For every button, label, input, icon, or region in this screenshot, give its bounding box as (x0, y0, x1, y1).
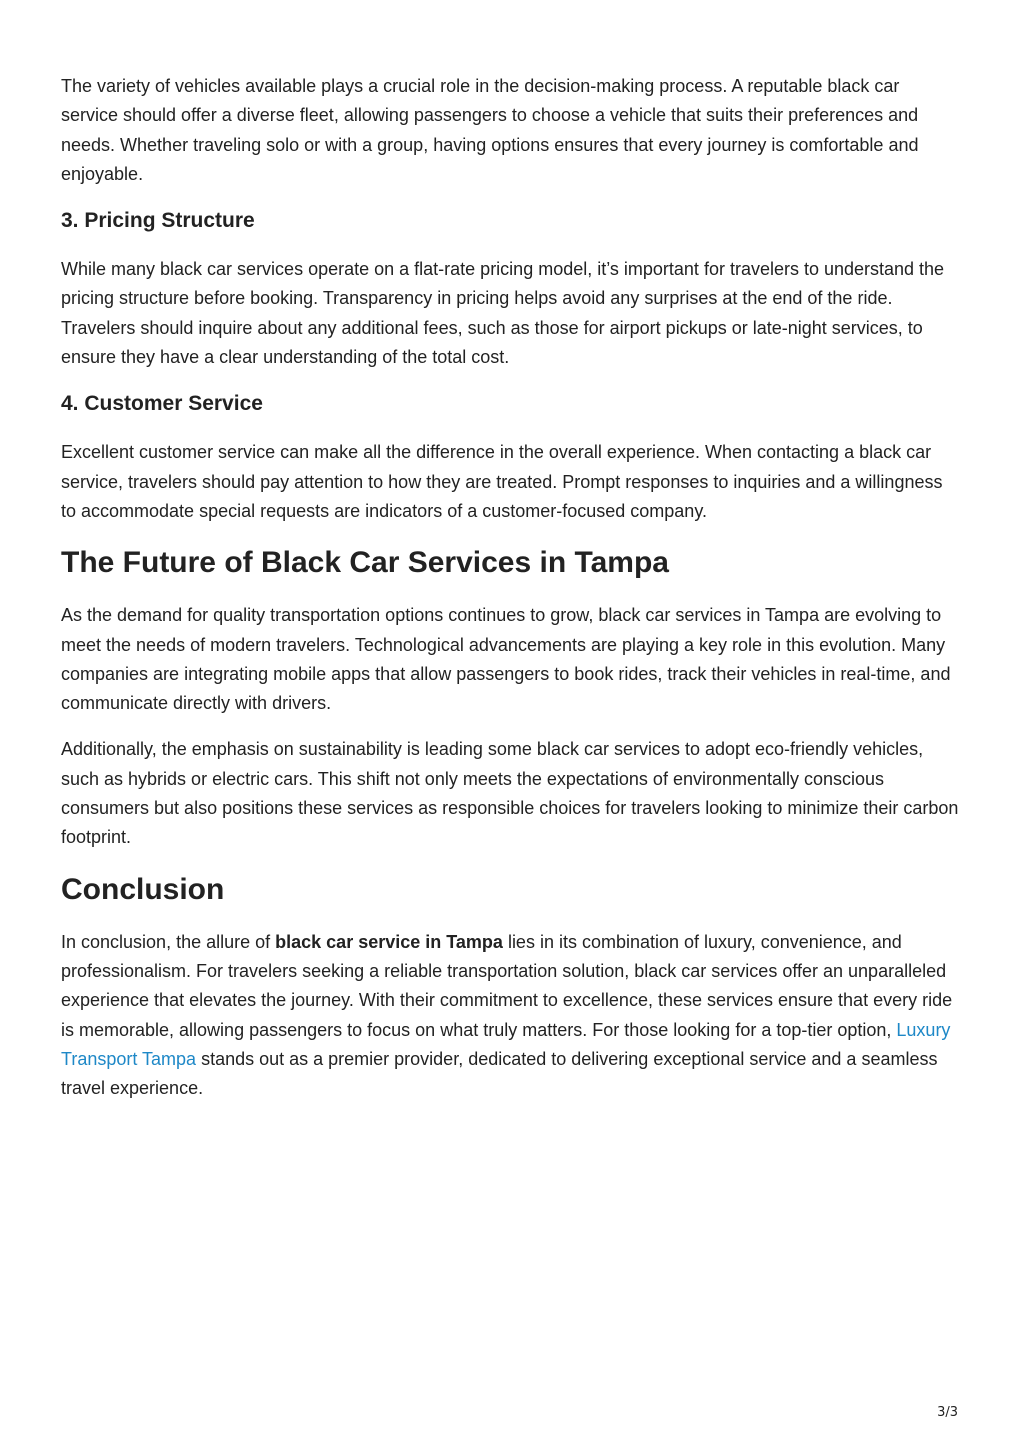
conclusion-text-end: stands out as a premier provider, dedicated to delivering exceptional service and a seamless travel experience. (61, 1048, 938, 1099)
conclusion-text-start: In conclusion, the allure of (61, 931, 276, 952)
paragraph-future-1: As the demand for quality transportation options continues to grow, black car services in Tampa are evolving to meet the needs of modern travelers. Technological advancements are playing a key role in this evolution. Many companies are integrating mobile apps that allow passengers to book rides, track their vehicles in real-time, and communicate directly with drivers. (61, 605, 951, 714)
conclusion-text-middle: lies in its combination of luxury, convenience, and professionalism. For travelers seeking a reliable transportation solution, black car services offer an unparalleled experience that elevates the journey. With their commitment to excellence, these services ensure that every ride is memorable, allowing passengers to focus on what truly matters. For those looking for a top-tier option, (61, 931, 953, 1040)
intro-paragraph: The variety of vehicles available plays a crucial role in the decision-making process. A reputable black car service should offer a diverse fleet, allowing passengers to choose a vehicle that suits their preferences and needs. Whether traveling solo or with a group, having options ensures that every journey is comfortable and enjoyable. (61, 76, 919, 184)
paragraph-customer-service: Excellent customer service can make all the difference in the overall experience. When contacting a black car service, travelers should pay attention to how they are treated. Prompt responses to inquiries and a willingness to accommodate special requests are indicators of a customer-focused company. (61, 442, 943, 521)
heading-customer-service: 4. Customer Service (61, 392, 263, 416)
luxury-transport-tampa-link[interactable]: Luxury Transport Tampa (61, 1019, 951, 1069)
section-pricing-structure (61, 206, 961, 372)
paragraph-pricing-structure: While many black car services operate on a flat-rate pricing model, it’s important for travelers to understand the pricing structure before booking. Transparency in pricing helps avoid any surprises at the end of the ride. Travelers should inquire about any additional fees, such as those for airport pickups or late-night services, to ensure they have a clear understanding of the total cost. (61, 259, 945, 368)
page-number: 3/3 (937, 1405, 958, 1420)
paragraph-future-2: Additionally, the emphasis on sustainability is leading some black car services to adopt eco-friendly vehicles, such as hybrids or electric cars. This shift not only meets the expectations of environmentally conscious consumers but also positions these services as responsible choices for travelers looking to minimize their carbon footprint. (61, 739, 959, 848)
conclusion-bold-keyword: black car service in Tampa (275, 931, 503, 952)
heading-pricing-structure: 3. Pricing Structure (61, 209, 255, 233)
paragraph-conclusion (61, 928, 961, 1104)
section-future (61, 543, 961, 852)
heading-conclusion: Conclusion (61, 872, 225, 906)
section-conclusion (61, 870, 961, 1104)
section-customer-service (61, 389, 961, 526)
document-page (61, 72, 961, 1103)
heading-future: The Future of Black Car Services in Tampa (61, 546, 669, 580)
